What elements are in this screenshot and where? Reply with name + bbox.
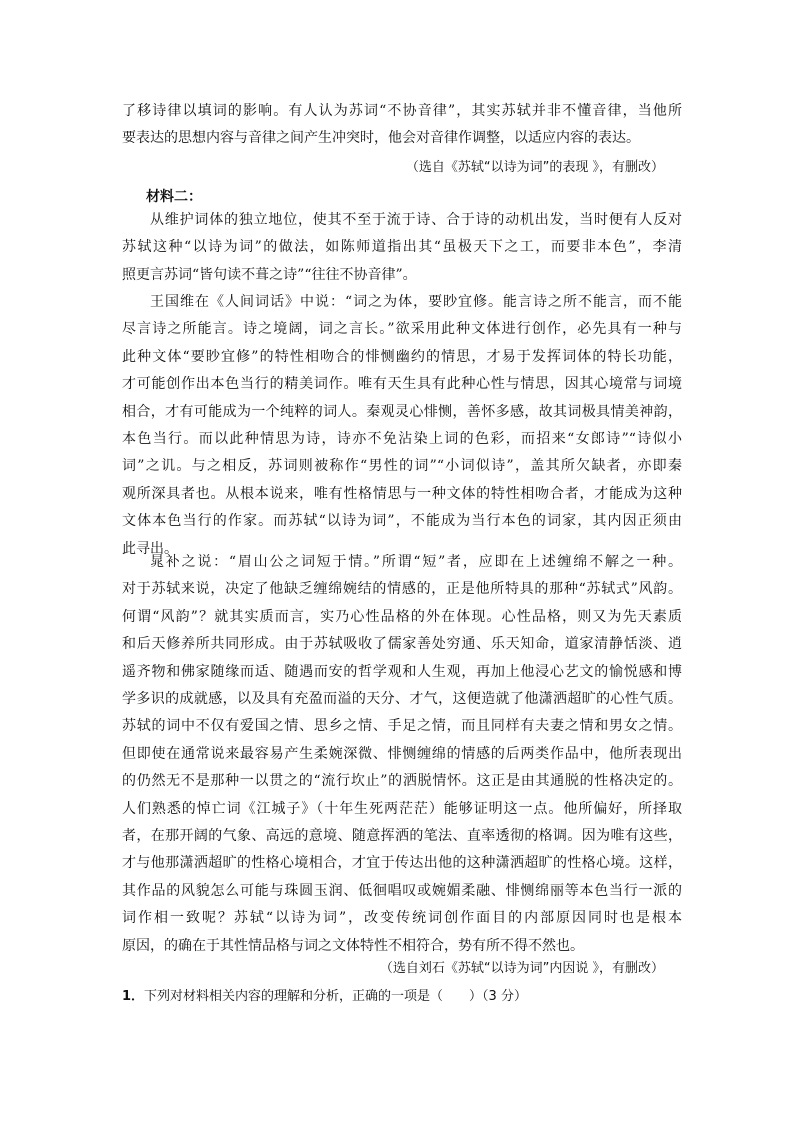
question-text: 下列对材料相关内容的理解和分析，正确的一项是（ ）（3 分）: [144, 989, 527, 1004]
material1-source: （选自《苏轼“以诗为词”的表现 》，有删改）: [405, 160, 664, 175]
text-line: 词作相一致呢？苏轼“以诗为词”，改变传统词创作面目的内部原因同时也是根本: [122, 910, 682, 927]
text-line: 对于苏轼来说，决定了他缺乏缠绵婉结的情感的，正是他所特具的那种“苏轼式”风韵。: [122, 581, 682, 598]
material2-paragraph-3: [122, 549, 682, 960]
text-line: 苏轼这种“以诗为词”的做法，如陈师道指出其“虽极天下之工，而要非本色”，李清: [122, 239, 682, 256]
text-line: 学多识的成就感，以及具有充盈而溢的天分、才气，这便造就了他潇洒超旷的心性气质。: [122, 691, 682, 708]
text-line: 原因，的确在于其性情品格与词之文体特性不相符合，势有所不得不然也。: [122, 937, 584, 954]
text-line: 本色当行。而以此种情思为诗，诗亦不免沾染上词的色彩，而招来“女郎诗”“诗似小: [122, 431, 682, 448]
text-line: 要表达的思想内容与音律之间产生冲突时，他会对音律作调整，以适应内容的表达。: [122, 130, 640, 147]
text-line: 了移诗律以填词的影响。有人认为苏词“不协音律”，其实苏轼并非不懂音律，当他所: [122, 103, 682, 119]
text-line: 从维护词体的独立地位，使其不至于流于诗、合于诗的动机出发，当时便有人反对: [150, 212, 682, 228]
text-line: 但即使在通常说来最容易产生柔婉深微、悱恻缠绵的情感的后两类作品中，他所表现出: [122, 745, 682, 762]
material2-heading: 材料二：: [146, 189, 202, 205]
text-line: 才可能创作出本色当行的精美词作。唯有天生具有此种心性与情思，因其心境常与词境: [122, 376, 682, 393]
material2-paragraph-2: [122, 289, 682, 563]
text-line: 其作品的风貌怎么可能与珠圆玉润、低徊唱叹或婉媚柔融、悱恻绵丽等本色当行一派的: [122, 882, 682, 899]
question-number: 1．: [122, 989, 145, 1004]
material2-source: （选自刘石《苏轼“以诗为词”内因说 》，有删改）: [379, 961, 664, 976]
text-line: 遥齐物和佛家随缘而适、随遇而安的哲学观和人生观，再加上他浸心艺文的愉悦感和博: [122, 663, 682, 680]
text-line: 王国维在《人间词话》中说：“词之为体，要眇宜修。能言诗之所不能言，而不能: [150, 294, 682, 310]
text-line: 才与他那潇洒超旷的性格心境相合，才宜于传达出他的这种潇洒超旷的性格心境。这样，: [122, 855, 682, 872]
text-line: 人们熟悉的悼亡词《江城子》（十年生死两茫茫）能够证明这一点。他所偏好，所择取: [122, 800, 682, 817]
text-line: 照更言苏词“皆句读不葺之诗”“往往不协音律”。: [122, 266, 417, 283]
text-line: 晁补之说：“眉山公之词短于情。”所谓“短”者，应即在上述缠绵不解之一种。: [150, 554, 682, 570]
material2-paragraph-1: [122, 207, 682, 289]
material1-tail-paragraph: [122, 98, 682, 153]
question-1: [122, 985, 527, 1004]
text-line: 词”之讥。与之相反，苏词则被称作“男性的词”“小词似诗”，盖其所欠缺者，亦即秦: [122, 458, 682, 475]
text-line: 此种文体“要眇宜修”的特性相吻合的悱恻幽约的情思，才易于发挥词体的特长功能，: [122, 348, 682, 365]
text-line: 和后天修养所共同形成。由于苏轼吸收了儒家善处穷通、乐天知命，道家清静恬淡、逍: [122, 636, 682, 653]
text-line: 尽言诗之所能言。诗之境阔，词之言长。”欲采用此种文体进行创作，必先具有一种与: [122, 321, 682, 338]
text-line: 何谓“风韵”？就其实质而言，实乃心性品格的外在体现。心性品格，则又为先天素质: [122, 608, 682, 625]
text-line: 相合，才有可能成为一个纯粹的词人。秦观灵心悱恻，善怀多感，故其词极具情美神韵，: [122, 403, 682, 420]
text-line: 者，在那开阔的气象、高远的意境、随意挥洒的笔法、直率透彻的格调。因为唯有这些，: [122, 828, 682, 845]
text-line: 的仍然无不是那种一以贯之的“流行坎止”的洒脱情怀。这正是由其通脱的性格决定的。: [122, 773, 682, 790]
text-line: 观所深具者也。从根本说来，唯有性格情思与一种文体的特性相吻合者，才能成为这种: [122, 485, 682, 502]
text-line: 文体本色当行的作家。而苏轼“以诗为词”，不能成为当行本色的词家，其内因正须由: [122, 513, 682, 530]
text-line: 此寻出。: [122, 540, 178, 557]
text-line: 苏轼的词中不仅有爱国之情、思乡之情、手足之情，而且同样有夫妻之情和男女之情。: [122, 718, 682, 735]
